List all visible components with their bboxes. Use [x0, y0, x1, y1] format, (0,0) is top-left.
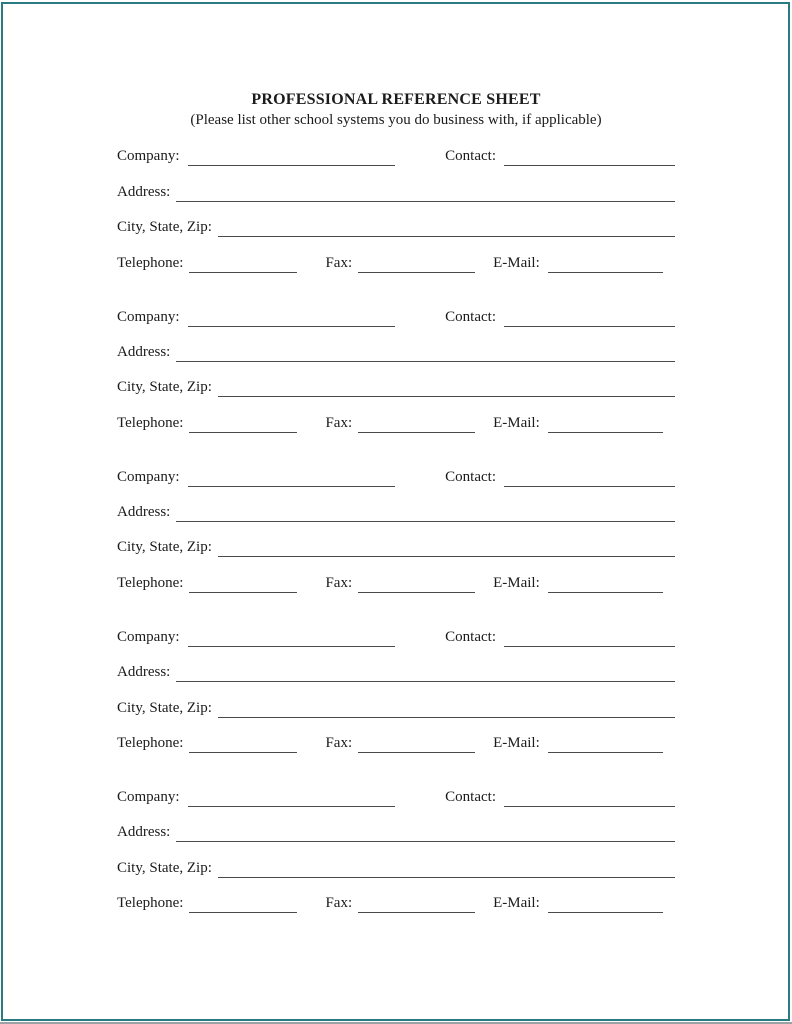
fax-field	[325, 893, 475, 913]
address-label: Address:	[117, 183, 171, 200]
contact-field	[445, 146, 675, 166]
email-label: E-Mail:	[493, 735, 540, 752]
telephone-label: Telephone:	[117, 574, 184, 591]
form-blocks	[117, 131, 675, 913]
email-input-line	[548, 573, 663, 593]
email-label: E-Mail:	[493, 414, 540, 431]
contact-label: Contact:	[445, 148, 496, 165]
address-row	[117, 487, 675, 522]
contact-input-line	[504, 787, 675, 807]
telephone-fax-email-row	[117, 718, 675, 753]
contact-field	[445, 787, 675, 807]
fax-field	[325, 413, 475, 433]
fax-input-line	[358, 253, 475, 273]
telephone-label: Telephone:	[117, 895, 184, 912]
company-input-line	[188, 787, 395, 807]
reference-block	[117, 451, 675, 593]
address-label: Address:	[117, 343, 171, 360]
company-field	[117, 146, 395, 166]
telephone-field	[117, 733, 297, 753]
reference-block	[117, 611, 675, 753]
contact-label: Contact:	[445, 468, 496, 485]
email-input-line	[548, 413, 663, 433]
company-contact-row	[117, 291, 675, 326]
email-label: E-Mail:	[493, 895, 540, 912]
telephone-fax-email-row	[117, 557, 675, 592]
fax-label: Fax:	[325, 735, 353, 752]
email-label: E-Mail:	[493, 574, 540, 591]
fax-field	[325, 573, 475, 593]
city-state-zip-label: City, State, Zip:	[117, 859, 212, 876]
email-field	[493, 253, 663, 273]
address-input-line	[176, 822, 675, 842]
telephone-input-line	[189, 573, 297, 593]
fax-input-line	[358, 733, 475, 753]
company-field	[117, 627, 395, 647]
company-label: Company:	[117, 789, 180, 806]
city-state-zip-row	[117, 202, 675, 237]
city-state-zip-row	[117, 522, 675, 557]
city-state-zip-label: City, State, Zip:	[117, 219, 212, 236]
email-input-line	[548, 253, 663, 273]
telephone-input-line	[189, 733, 297, 753]
address-input-line	[176, 342, 675, 362]
city-state-zip-input-line	[218, 858, 675, 878]
company-field	[117, 307, 395, 327]
reference-block	[117, 772, 675, 914]
contact-input-line	[504, 467, 675, 487]
company-contact-row	[117, 772, 675, 807]
email-label: E-Mail:	[493, 254, 540, 271]
reference-block	[117, 291, 675, 433]
city-state-zip-input-line	[218, 217, 675, 237]
address-label: Address:	[117, 824, 171, 841]
email-field	[493, 413, 663, 433]
contact-field	[445, 467, 675, 487]
company-input-line	[188, 146, 395, 166]
telephone-label: Telephone:	[117, 254, 184, 271]
fax-label: Fax:	[325, 254, 353, 271]
address-input-line	[176, 182, 675, 202]
city-state-zip-row	[117, 842, 675, 877]
telephone-field	[117, 573, 297, 593]
address-label: Address:	[117, 504, 171, 521]
city-state-zip-label: City, State, Zip:	[117, 539, 212, 556]
company-field	[117, 467, 395, 487]
company-label: Company:	[117, 308, 180, 325]
address-input-line	[176, 662, 675, 682]
address-label: Address:	[117, 664, 171, 681]
city-state-zip-row	[117, 682, 675, 717]
contact-input-line	[504, 627, 675, 647]
telephone-label: Telephone:	[117, 735, 184, 752]
company-label: Company:	[117, 628, 180, 645]
city-state-zip-row	[117, 362, 675, 397]
address-row	[117, 327, 675, 362]
company-input-line	[188, 467, 395, 487]
city-state-zip-label: City, State, Zip:	[117, 699, 212, 716]
fax-field	[325, 253, 475, 273]
contact-label: Contact:	[445, 308, 496, 325]
company-label: Company:	[117, 148, 180, 165]
address-row	[117, 166, 675, 201]
company-input-line	[188, 627, 395, 647]
fax-label: Fax:	[325, 895, 353, 912]
contact-label: Contact:	[445, 789, 496, 806]
fax-label: Fax:	[325, 414, 353, 431]
contact-label: Contact:	[445, 628, 496, 645]
reference-block	[117, 131, 675, 273]
company-label: Company:	[117, 468, 180, 485]
contact-field	[445, 307, 675, 327]
email-field	[493, 573, 663, 593]
fax-label: Fax:	[325, 574, 353, 591]
telephone-label: Telephone:	[117, 414, 184, 431]
city-state-zip-input-line	[218, 698, 675, 718]
city-state-zip-input-line	[218, 377, 675, 397]
city-state-zip-label: City, State, Zip:	[117, 379, 212, 396]
telephone-input-line	[189, 253, 297, 273]
telephone-input-line	[189, 413, 297, 433]
telephone-field	[117, 413, 297, 433]
email-field	[493, 733, 663, 753]
address-input-line	[176, 502, 675, 522]
company-input-line	[188, 307, 395, 327]
email-field	[493, 893, 663, 913]
company-contact-row	[117, 611, 675, 646]
telephone-field	[117, 253, 297, 273]
telephone-input-line	[189, 893, 297, 913]
address-row	[117, 807, 675, 842]
telephone-fax-email-row	[117, 878, 675, 913]
page-subtitle: (Please list other school systems you do business with, if applicable)	[190, 112, 602, 128]
page-title: PROFESSIONAL REFERENCE SHEET	[251, 91, 541, 108]
telephone-fax-email-row	[117, 237, 675, 272]
city-state-zip-input-line	[218, 537, 675, 557]
contact-field	[445, 627, 675, 647]
email-input-line	[548, 733, 663, 753]
fax-input-line	[358, 893, 475, 913]
telephone-fax-email-row	[117, 397, 675, 432]
fax-field	[325, 733, 475, 753]
email-input-line	[548, 893, 663, 913]
contact-input-line	[504, 307, 675, 327]
fax-input-line	[358, 413, 475, 433]
page-content	[117, 89, 675, 932]
contact-input-line	[504, 146, 675, 166]
company-contact-row	[117, 451, 675, 486]
company-contact-row	[117, 131, 675, 166]
company-field	[117, 787, 395, 807]
address-row	[117, 647, 675, 682]
telephone-field	[117, 893, 297, 913]
fax-input-line	[358, 573, 475, 593]
